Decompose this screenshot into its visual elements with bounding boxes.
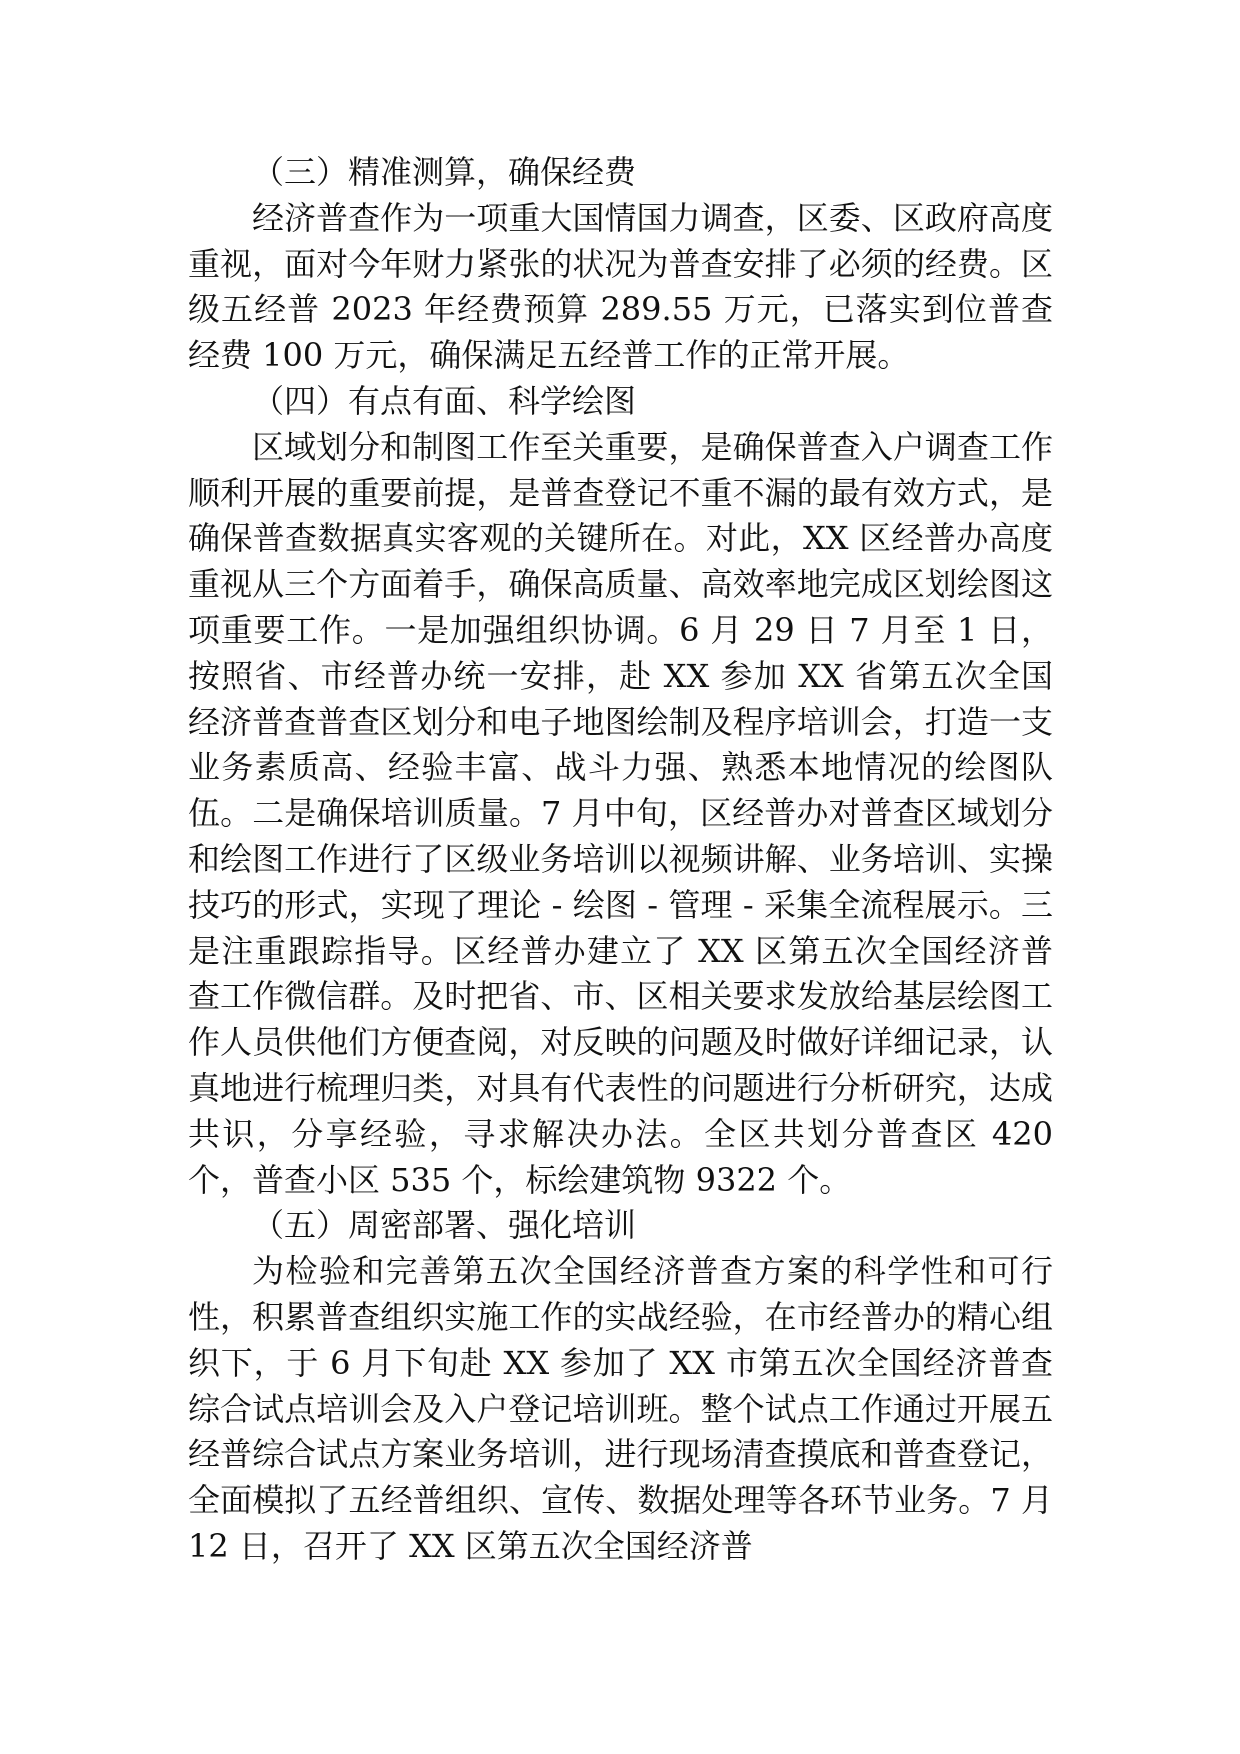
document-body [188, 150, 1053, 1570]
section-paragraph-3: 经济普查作为一项重大国情国力调查，区委、区政府高度重视，面对今年财力紧张的状况为普查安排了必须的经费。区级五经普 2023 年经费预算 289.55 万元，已落实到位普查经费 100 万元，确保满足五经普工作的正常开展。 [188, 198, 1053, 375]
section-heading-4: （四）有点有面、科学绘图 [252, 381, 637, 420]
section-paragraph-5: 为检验和完善第五次全国经济普查方案的科学性和可行性，积累普查组织实施工作的实战经验，在市经普办的精心组织下，于 6 月下旬赴 XX 参加了 XX 市第五次全国经济普查综合试点培训会及入户登记培训班。整个试点工作通过开展五经普综合试点方案业务培训，进行现场清查摸底和普查登记，全面模拟了五经普组织、宣传、数据处理等各环节业务。7 月 12 日，召开了 XX 区第五次全国经济普 [188, 1252, 1053, 1565]
section-heading-5: （五）周密部署、强化培训 [252, 1206, 637, 1245]
section-heading-3: （三）精准测算，确保经费 [252, 153, 637, 191]
section-paragraph-4: 区域划分和制图工作至关重要，是确保普查入户调查工作顺利开展的重要前提，是普查登记不重不漏的最有效方式，是确保普查数据真实客观的关键所在。对此，XX 区经普办高度重视从三个方面着手，确保高质量、高效率地完成区划绘图这项重要工作。一是加强组织协调。6 月 29 日 7 月至 1 日，按照省、市经普办统一安排，赴 XX 参加 XX 省第五次全国经济普查普查区划分和电子地图绘制及程序培训会，打造一支业务素质高、经验丰富、战斗力强、熟悉本地情况的绘图队伍。二是确保培训质量。7 月中旬，区经普办对普查区域划分和绘图工作进行了区级业务培训以视频讲解、业务培训、实操技巧的形式，实现了理论 - 绘图 - 管理 - 采集全流程展示。三是注重跟踪指导。区经普办建立了 XX 区第五次全国经济普查工作微信群。及时把省、市、区相关要求发放给基层绘图工作人员供他们方便查阅，对反映的问题及时做好详细记录，认真地进行梳理归类，对具有代表性的问题进行分析研究，达成共识，分享经验，寻求解决办法。全区共划分普查区 420 个，普查小区 535 个，标绘建筑物 9322 个。 [188, 427, 1053, 1199]
